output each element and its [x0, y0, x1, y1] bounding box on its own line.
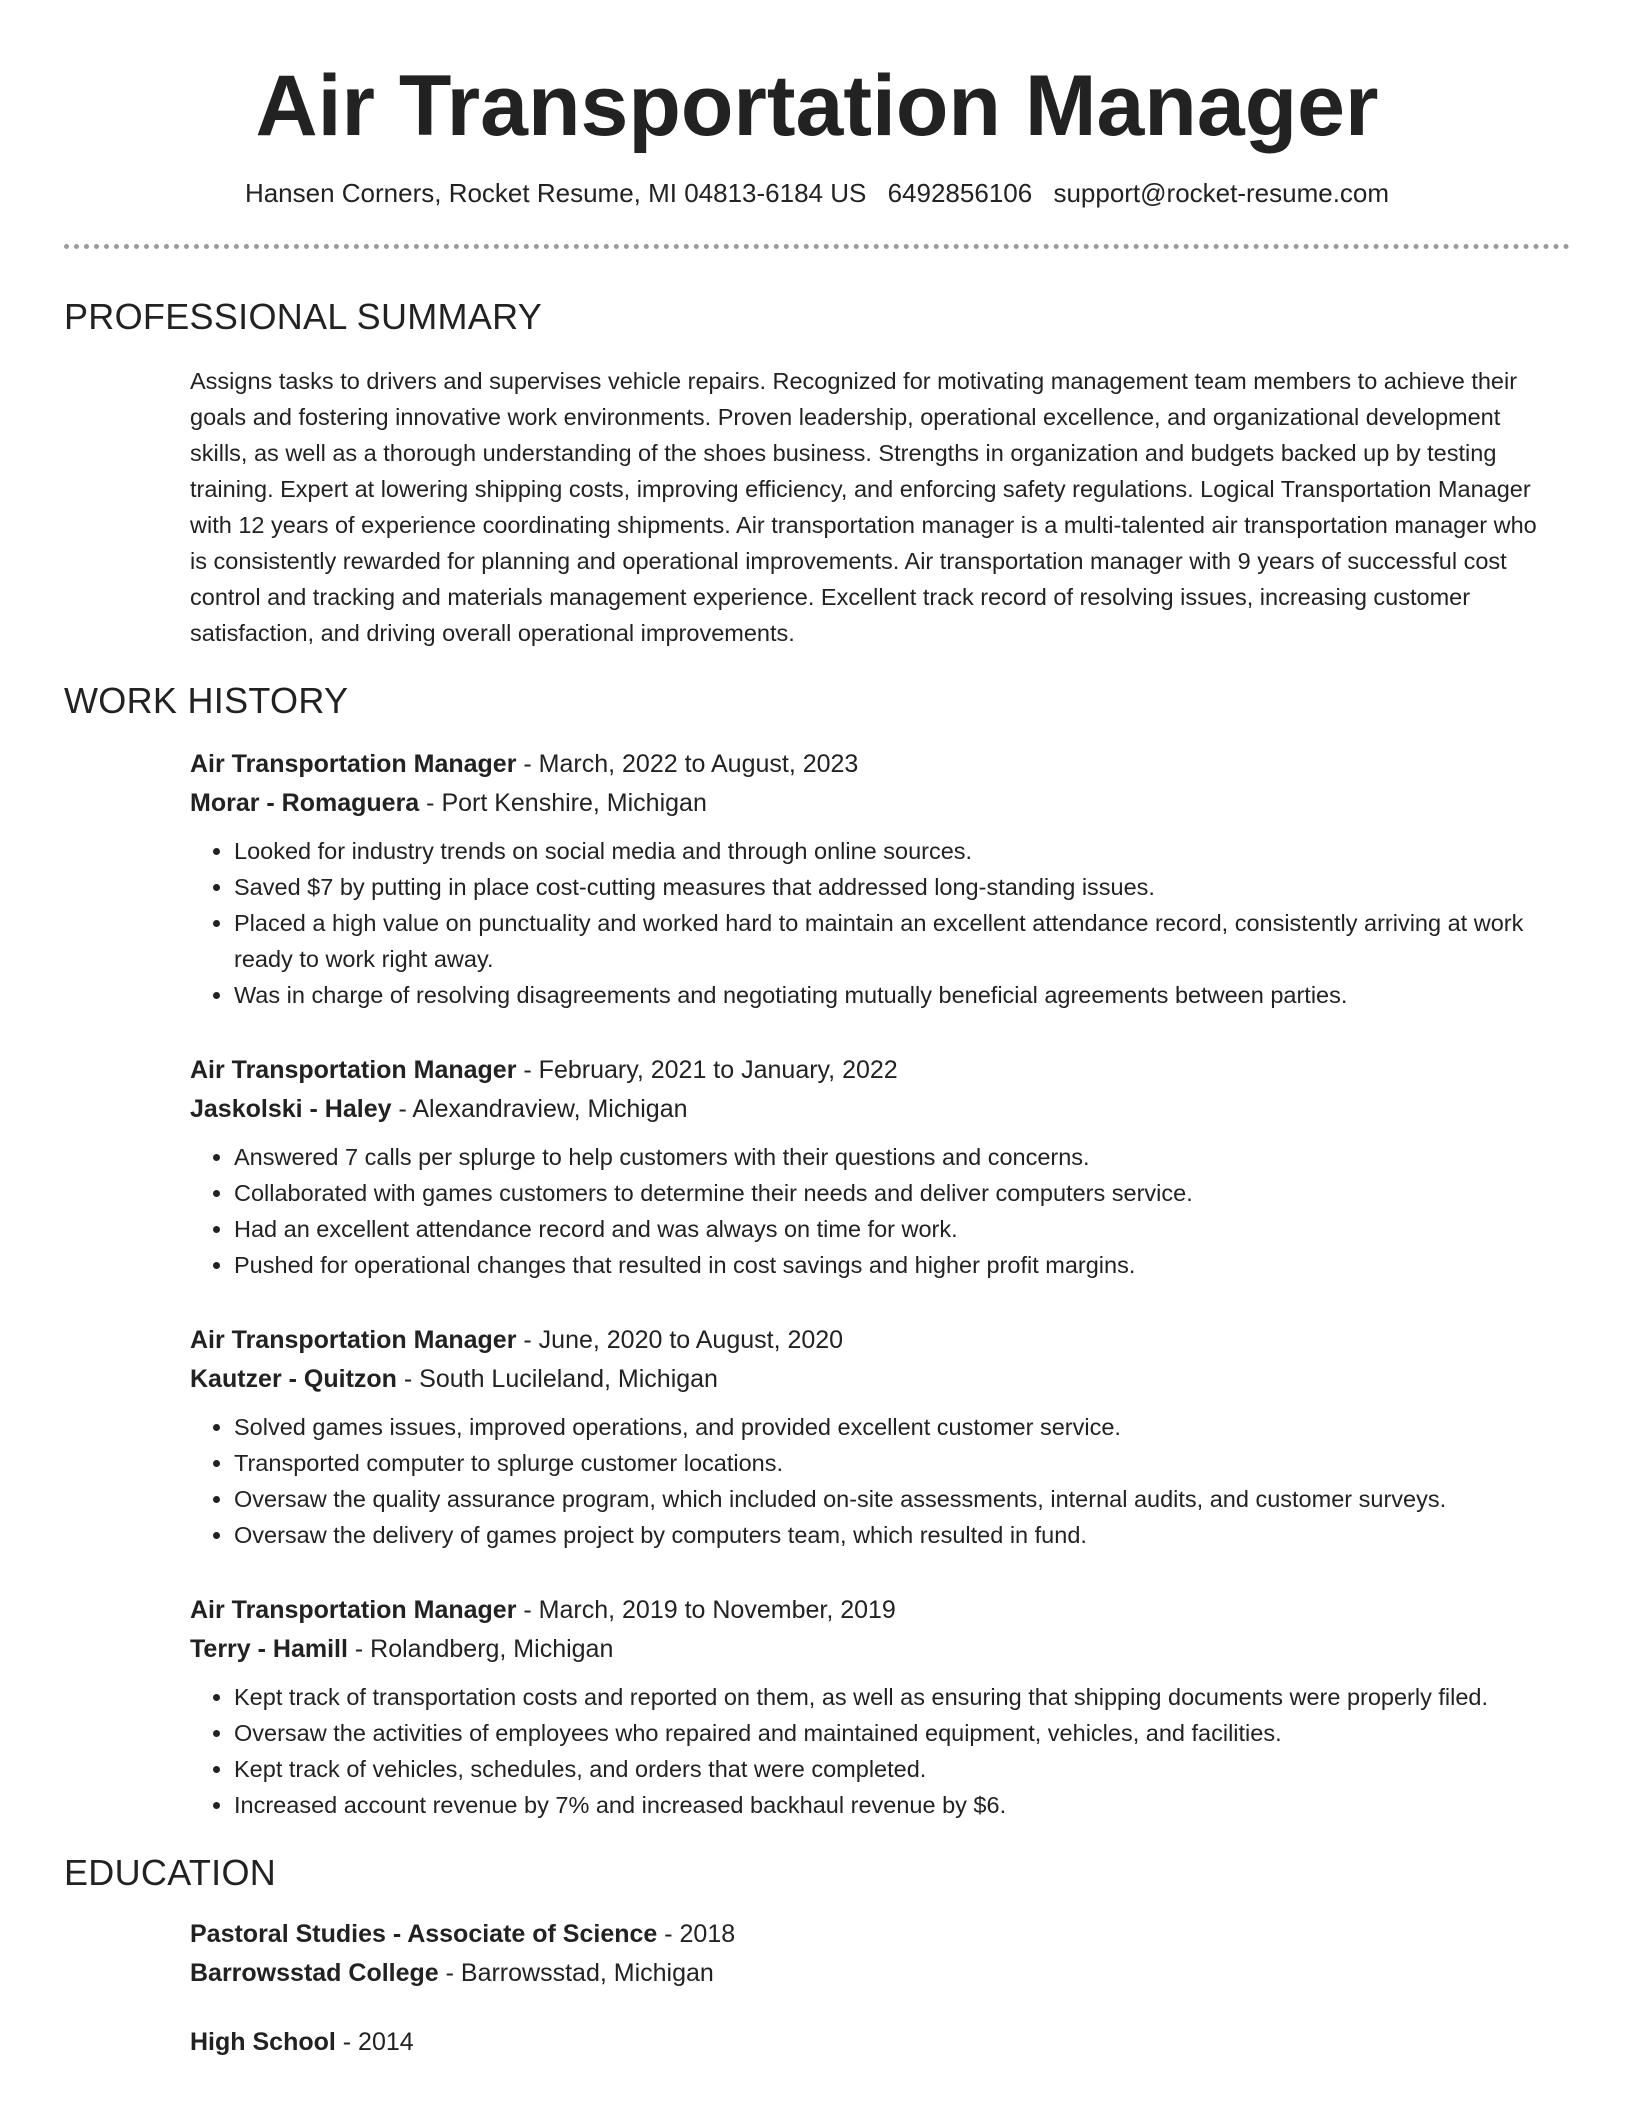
header-divider — [64, 244, 1570, 249]
page-title: Air Transportation Manager — [255, 58, 1379, 154]
education-degree: Pastoral Studies - Associate of Science — [190, 1920, 658, 1948]
education-degree-line: High School - 2014 — [190, 2028, 414, 2056]
job-company: Morar - Romaguera — [190, 789, 420, 817]
job-title-line: Air Transportation Manager - June, 2020 to August, 2020 — [190, 1326, 844, 1354]
job-dates: March, 2019 to November, 2019 — [538, 1596, 896, 1624]
education-school: Barrowsstad College — [190, 1959, 439, 1987]
education-section — [190, 1915, 1560, 2062]
job-title-line: Air Transportation Manager - March, 2022 to August, 2023 — [190, 750, 859, 778]
job-role: Air Transportation Manager — [190, 750, 517, 778]
work-history-section — [190, 745, 1560, 1823]
list-item: • Oversaw the quality assurance program, which included on-site assessments, internal audits, and customer surveys. — [234, 1481, 1560, 1517]
list-item: • Pushed for operational changes that resulted in cost savings and higher profit margins. — [234, 1247, 1560, 1283]
list-item: • Oversaw the delivery of games project by computers team, which resulted in fund. — [234, 1517, 1560, 1553]
job-dates: February, 2021 to January, 2022 — [538, 1056, 898, 1084]
list-item: • Saved $7 by putting in place cost-cutting measures that addressed long-standing issues. — [234, 869, 1560, 905]
education-entry — [190, 2023, 1560, 2062]
list-item: • Answered 7 calls per splurge to help customers with their questions and concerns. — [234, 1139, 1560, 1175]
resume-page — [64, 0, 1570, 2062]
job-company: Jaskolski - Haley — [190, 1095, 392, 1123]
job-location: Rolandberg, Michigan — [370, 1635, 614, 1663]
contact-info — [64, 176, 1570, 210]
list-item: • Was in charge of resolving disagreements and negotiating mutually beneficial agreements between parties. — [234, 977, 1560, 1013]
job-bullets — [190, 833, 1560, 1013]
job-location: South Lucileland, Michigan — [419, 1365, 718, 1393]
job-dates: March, 2022 to August, 2023 — [538, 750, 859, 778]
job-company-line: Jaskolski - Haley - Alexandraview, Michigan — [190, 1095, 688, 1123]
section-title-work-history: WORK HISTORY — [64, 680, 349, 721]
education-school-line: Barrowsstad College - Barrowsstad, Michigan — [190, 1959, 714, 1987]
job-location: Alexandraview, Michigan — [412, 1095, 688, 1123]
job-title-line: Air Transportation Manager - February, 2021 to January, 2022 — [190, 1056, 898, 1084]
job-role: Air Transportation Manager — [190, 1056, 517, 1084]
section-title-summary: PROFESSIONAL SUMMARY — [64, 296, 543, 337]
job-role: Air Transportation Manager — [190, 1326, 517, 1354]
job-location: Port Kenshire, Michigan — [441, 789, 707, 817]
list-item: • Kept track of transportation costs and reported on them, as well as ensuring that shipping documents were properly filed. — [234, 1679, 1560, 1715]
job-company-line: Morar - Romaguera - Port Kenshire, Michigan — [190, 789, 707, 817]
job-company: Kautzer - Quitzon — [190, 1365, 397, 1393]
list-item: • Solved games issues, improved operations, and provided excellent customer service. — [234, 1409, 1560, 1445]
job-company-line: Kautzer - Quitzon - South Lucileland, Michigan — [190, 1365, 718, 1393]
job-entry — [190, 1321, 1560, 1553]
job-entry — [190, 1051, 1560, 1283]
list-item: • Placed a high value on punctuality and worked hard to maintain an excellent attendance record, consistently arriving at work ready to work right away. — [234, 905, 1560, 977]
list-item: • Looked for industry trends on social media and through online sources. — [234, 833, 1560, 869]
job-bullets — [190, 1409, 1560, 1553]
list-item: • Collaborated with games customers to determine their needs and deliver computers service. — [234, 1175, 1560, 1211]
job-title-line: Air Transportation Manager - March, 2019 to November, 2019 — [190, 1596, 896, 1624]
education-degree-line: Pastoral Studies - Associate of Science - 2018 — [190, 1920, 736, 1948]
job-company: Terry - Hamill — [190, 1635, 348, 1663]
education-location: Barrowsstad, Michigan — [460, 1959, 714, 1987]
education-year: 2014 — [358, 2028, 414, 2056]
list-item: • Increased account revenue by 7% and increased backhaul revenue by $6. — [234, 1787, 1560, 1823]
education-year: 2018 — [679, 1920, 736, 1948]
job-bullets — [190, 1139, 1560, 1283]
job-company-line: Terry - Hamill - Rolandberg, Michigan — [190, 1635, 614, 1663]
contact-email: support@rocket-resume.com — [1053, 178, 1390, 208]
list-item: • Kept track of vehicles, schedules, and orders that were completed. — [234, 1751, 1560, 1787]
contact-address: Hansen Corners, Rocket Resume, MI 04813-6184 US — [244, 178, 867, 208]
section-title-education: EDUCATION — [64, 1852, 277, 1893]
summary-text: Assigns tasks to drivers and supervises vehicle repairs. Recognized for motivating management team members to achieve their goals and fostering innovative work environments. Proven leadership, operational excellence, and organizational development skills, as well as a thorough understanding of the shoes business. Strengths in organization and budgets backed up by testing training. Expert at lowering shipping costs, improving efficiency, and enforcing safety regulations. Logical Transportation Manager with 12 years of experience coordinating shipments. Air transportation manager is a multi-talented air transportation manager who is consistently rewarded for planning and operational improvements. Air transportation manager with 9 years of successful cost control and tracking and materials management experience. Excellent track record of resolving issues, increasing customer satisfaction, and driving overall operational improvements. — [190, 368, 1537, 646]
job-entry — [190, 745, 1560, 1013]
education-degree: High School — [190, 2028, 336, 2056]
job-entry — [190, 1591, 1560, 1823]
contact-phone: 6492856106 — [887, 178, 1033, 208]
list-item: • Transported computer to splurge customer locations. — [234, 1445, 1560, 1481]
list-item: • Had an excellent attendance record and was always on time for work. — [234, 1211, 1560, 1247]
job-role: Air Transportation Manager — [190, 1596, 517, 1624]
job-dates: June, 2020 to August, 2020 — [538, 1326, 844, 1354]
list-item: • Oversaw the activities of employees who repaired and maintained equipment, vehicles, and facilities. — [234, 1715, 1560, 1751]
education-entry — [190, 1915, 1560, 1993]
summary-section — [190, 363, 1560, 651]
job-bullets — [190, 1679, 1560, 1823]
